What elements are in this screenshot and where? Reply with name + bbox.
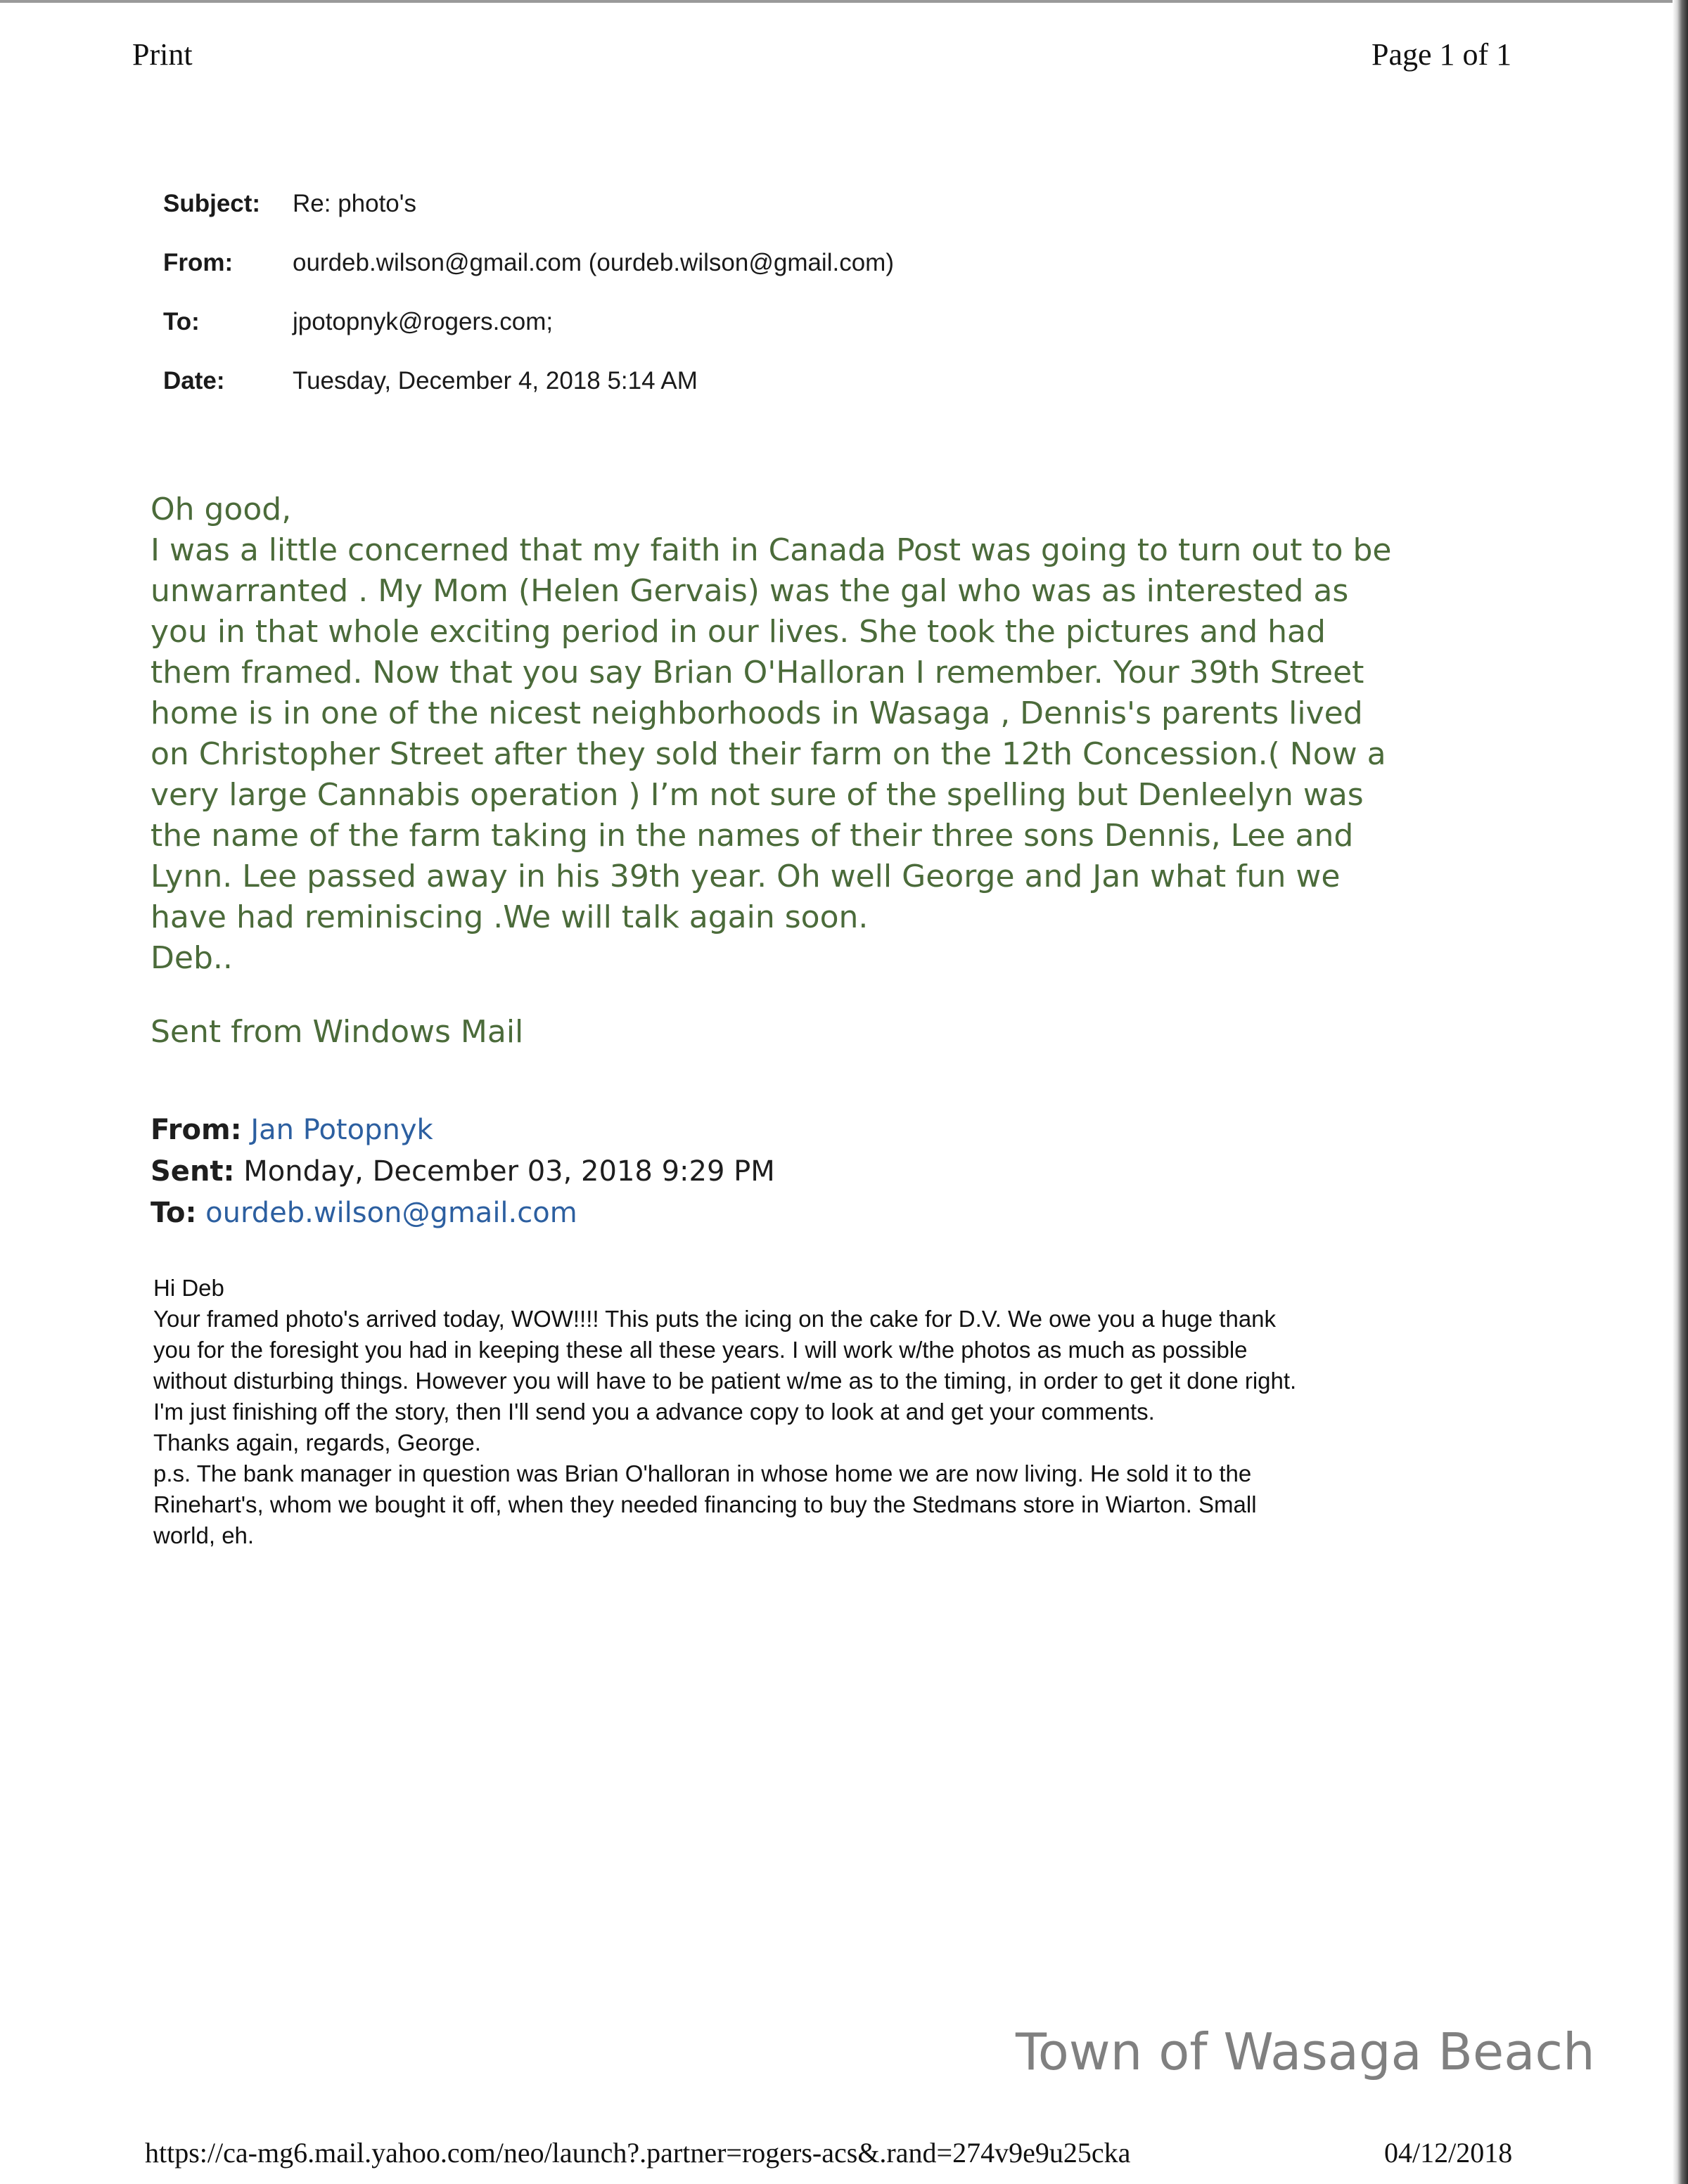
reply-body — [151, 489, 1515, 979]
reply-line: them framed. Now that you say Brian O'Halloran I remember. Your 39th Street — [151, 655, 1364, 690]
original-message-body — [153, 1273, 1504, 1551]
mail-signature: Sent from Windows Mail — [151, 1014, 524, 1050]
forwarded-header — [151, 1110, 775, 1234]
forwarded-sent-row — [151, 1151, 775, 1193]
reply-line: the name of the farm taking in the names of their three sons Dennis, Lee and — [151, 818, 1354, 854]
original-line: Your framed photo's arrived today, WOW!!!! This puts the icing on the cake for D.V. We owe you a huge thank — [153, 1306, 1277, 1332]
reply-line: Oh good, — [151, 492, 292, 527]
date-value: Tuesday, December 4, 2018 5:14 AM — [293, 367, 698, 394]
footer-url: https://ca-mg6.mail.yahoo.com/neo/launch?.partner=rogers-acs&.rand=274v9e9u25cka — [145, 2137, 1131, 2169]
reply-line: Lynn. Lee passed away in his 39th year. Oh well George and Jan what fun we — [151, 859, 1341, 894]
from-value: ourdeb.wilson@gmail.com (ourdeb.wilson@gmail.com) — [293, 249, 894, 276]
forwarded-from-label: From: — [151, 1114, 242, 1146]
reply-line: very large Cannabis operation ) I’m not sure of the spelling but Denleelyn was — [151, 777, 1364, 813]
reply-line: unwarranted . My Mom (Helen Gervais) was the gal who was as interested as — [151, 573, 1349, 609]
forwarded-from-row — [151, 1110, 775, 1151]
forwarded-from-link[interactable]: Jan Potopnyk — [250, 1114, 433, 1146]
forwarded-to-label: To: — [151, 1197, 197, 1229]
email-header — [163, 190, 1500, 426]
footer-date: 04/12/2018 — [1384, 2137, 1513, 2169]
reply-line: Deb.. — [151, 940, 233, 976]
print-label: Print — [132, 37, 193, 72]
to-value: jpotopnyk@rogers.com; — [293, 308, 554, 335]
town-watermark: Town of Wasaga Beach — [1016, 2022, 1595, 2081]
to-label: To: — [163, 308, 200, 335]
page-number: Page 1 of 1 — [1372, 37, 1512, 72]
original-line: I'm just finishing off the story, then I'll send you a advance copy to look at and get your comments. — [153, 1399, 1155, 1425]
from-row — [163, 249, 1500, 308]
reply-line: on Christopher Street after they sold their farm on the 12th Concession.( Now a — [151, 736, 1386, 772]
original-line: world, eh. — [153, 1522, 255, 1548]
subject-label: Subject: — [163, 190, 261, 217]
scan-top-edge — [0, 0, 1688, 3]
reply-line: I was a little concerned that my faith in Canada Post was going to turn out to be — [151, 532, 1392, 568]
original-line: p.s. The bank manager in question was Brian O'halloran in whose home we are now living. He sold it to the — [153, 1460, 1252, 1486]
reply-line: home is in one of the nicest neighborhoods in Wasaga , Dennis's parents lived — [151, 695, 1363, 731]
subject-value: Re: photo's — [293, 190, 416, 217]
subject-row — [163, 190, 1500, 249]
reply-line: you in that whole exciting period in our lives. She took the pictures and had — [151, 614, 1326, 650]
original-line: you for the foresight you had in keeping these all these years. I will work w/the photos as much as possible — [153, 1337, 1248, 1363]
forwarded-sent-label: Sent: — [151, 1155, 235, 1188]
forwarded-to-row — [151, 1193, 775, 1234]
scan-right-edge — [1673, 0, 1688, 2184]
date-label: Date: — [163, 367, 225, 394]
forwarded-to-link[interactable]: ourdeb.wilson@gmail.com — [205, 1197, 577, 1229]
original-line: without disturbing things. However you will have to be patient w/me as to the timing, in order to get it done right. — [153, 1368, 1297, 1394]
forwarded-sent-value: Monday, December 03, 2018 9:29 PM — [243, 1155, 775, 1188]
date-row — [163, 367, 1500, 426]
original-line: Rinehart's, whom we bought it off, when they needed financing to buy the Stedmans store in Wiarton. Small — [153, 1491, 1257, 1517]
original-line: Hi Deb — [153, 1275, 224, 1301]
from-label: From: — [163, 249, 234, 276]
reply-line: have had reminiscing .We will talk again soon. — [151, 899, 869, 935]
original-line: Thanks again, regards, George. — [153, 1430, 481, 1456]
to-row — [163, 308, 1500, 367]
